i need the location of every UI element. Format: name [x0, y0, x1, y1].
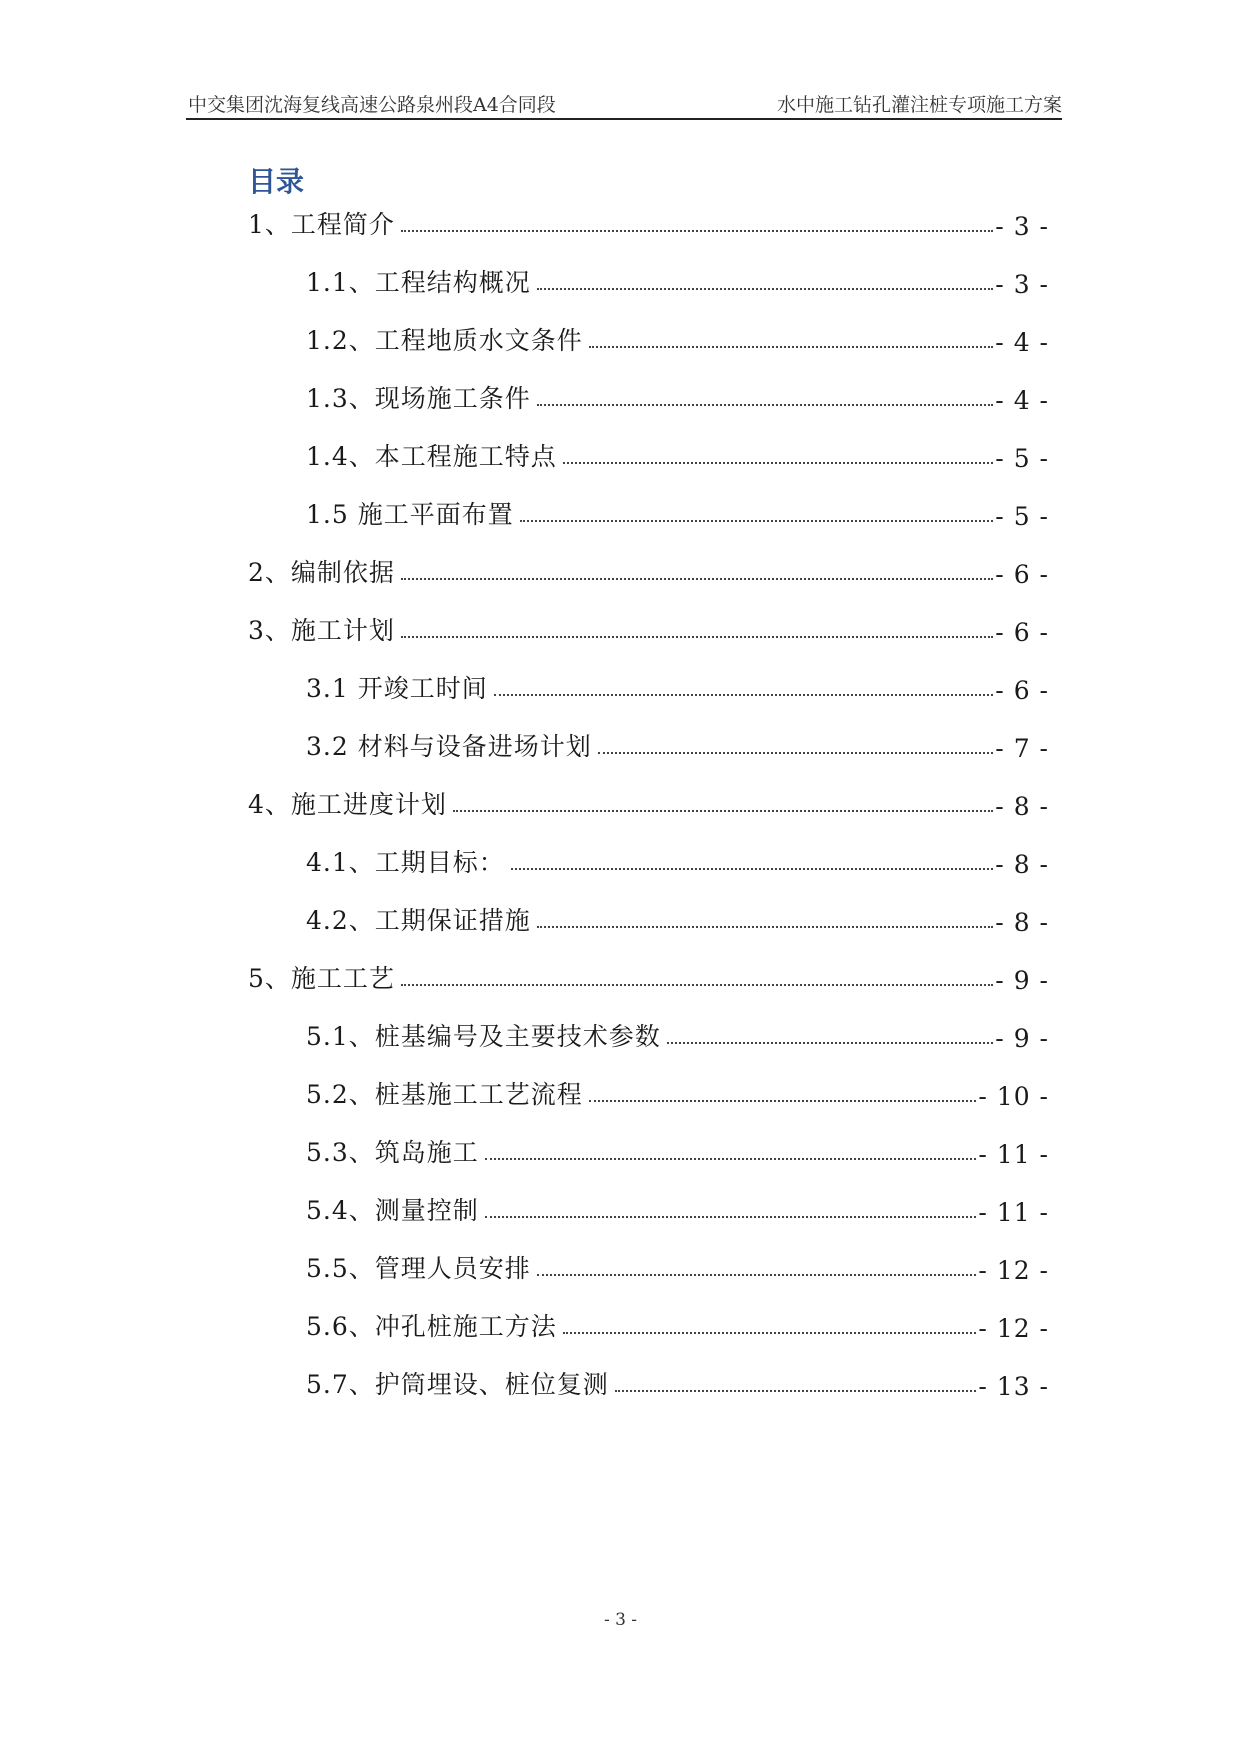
toc-entry-page: - 6 -: [995, 560, 1049, 589]
toc-entry-label: 1、工程简介: [248, 210, 395, 239]
toc-dot-leader: [537, 288, 994, 290]
toc-entry-page: - 6 -: [995, 676, 1049, 705]
toc-dot-leader: [589, 1100, 977, 1102]
toc-entry-page: - 5 -: [995, 502, 1049, 531]
toc-entry-page: - 4 -: [995, 386, 1049, 415]
page-header: [186, 84, 1062, 120]
toc-entry-label: 1.4、本工程施工特点: [306, 442, 557, 471]
toc-entry-page: - 8 -: [995, 850, 1049, 879]
toc-entry-page: - 13 -: [978, 1372, 1049, 1401]
toc-dot-leader: [537, 926, 994, 928]
toc-dot-leader: [485, 1216, 977, 1218]
toc-entry[interactable]: [306, 375, 1049, 415]
toc-entry[interactable]: [306, 723, 1049, 763]
toc-dot-leader: [667, 1042, 994, 1044]
toc-entry-label: 3.1 开竣工时间: [306, 674, 488, 703]
toc-entry-label: 1.5 施工平面布置: [306, 500, 514, 529]
toc-dot-leader: [615, 1390, 977, 1392]
toc-entry[interactable]: [306, 665, 1049, 705]
toc-entry-label: 4.2、工期保证措施: [306, 906, 531, 935]
toc-entry-label: 1.3、现场施工条件: [306, 384, 531, 413]
toc-entry-label: 3.2 材料与设备进场计划: [306, 732, 592, 761]
header-project-name: 中交集团沈海复线高速公路泉州段A4合同段: [188, 94, 556, 116]
toc-entry-page: - 3 -: [995, 212, 1049, 241]
toc-entry[interactable]: [306, 491, 1049, 531]
toc-entry-page: - 6 -: [995, 618, 1049, 647]
toc-entry-label: 3、施工计划: [248, 616, 395, 645]
toc-dot-leader: [589, 346, 994, 348]
toc-entry[interactable]: [306, 433, 1049, 473]
toc-entry-label: 5.6、冲孔桩施工方法: [306, 1312, 557, 1341]
toc-entry[interactable]: [248, 201, 1049, 241]
toc-dot-leader: [401, 230, 993, 232]
toc-dot-leader: [537, 404, 994, 406]
toc-entry[interactable]: [306, 1187, 1049, 1227]
toc-dot-leader: [520, 520, 994, 522]
toc-entry-page: - 8 -: [995, 792, 1049, 821]
toc-entry-page: - 4 -: [995, 328, 1049, 357]
toc-entry-label: 5、施工工艺: [248, 964, 395, 993]
toc-dot-leader: [598, 752, 994, 754]
toc-entry-label: 1.2、工程地质水文条件: [306, 326, 583, 355]
toc-entry-label: 1.1、工程结构概况: [306, 268, 531, 297]
toc-entry[interactable]: [306, 1303, 1049, 1343]
toc-dot-leader: [511, 868, 994, 870]
toc-entry[interactable]: [306, 1071, 1049, 1111]
toc-entry[interactable]: [306, 1361, 1049, 1401]
toc-entry-label: 5.7、护筒埋设、桩位复测: [306, 1370, 609, 1399]
toc-entry[interactable]: [248, 955, 1049, 995]
toc-entry-page: - 12 -: [978, 1314, 1049, 1343]
toc-dot-leader: [537, 1274, 977, 1276]
toc-entry[interactable]: [306, 1013, 1049, 1053]
toc-dot-leader: [485, 1158, 977, 1160]
toc-dot-leader: [563, 1332, 977, 1334]
toc-entry[interactable]: [306, 839, 1049, 879]
toc-entry-label: 5.5、管理人员安排: [306, 1254, 531, 1283]
toc-entry-page: - 11 -: [978, 1140, 1049, 1169]
toc-title: 目录: [248, 165, 305, 198]
toc-entry-page: - 7 -: [995, 734, 1049, 763]
toc-entry-page: - 3 -: [995, 270, 1049, 299]
toc-entry[interactable]: [306, 259, 1049, 299]
toc-entry-page: - 5 -: [995, 444, 1049, 473]
toc-entry-page: - 9 -: [995, 966, 1049, 995]
toc-entry[interactable]: [306, 897, 1049, 937]
toc-entry-page: - 9 -: [995, 1024, 1049, 1053]
toc-entry-page: - 10 -: [978, 1082, 1049, 1111]
footer-page-number: - 3 -: [603, 1610, 638, 1630]
toc-entry[interactable]: [248, 781, 1049, 821]
toc-dot-leader: [401, 578, 993, 580]
toc-entry-label: 5.1、桩基编号及主要技术参数: [306, 1022, 661, 1051]
toc-entry-label: 2、编制依据: [248, 558, 395, 587]
toc-entry-label: 5.2、桩基施工工艺流程: [306, 1080, 583, 1109]
toc-entry[interactable]: [248, 549, 1049, 589]
toc-entry-page: - 8 -: [995, 908, 1049, 937]
toc-entry-page: - 12 -: [978, 1256, 1049, 1285]
toc-entry-label: 4.1、工期目标：: [306, 848, 505, 877]
toc-entry-label: 4、施工进度计划: [248, 790, 447, 819]
toc-dot-leader: [401, 984, 993, 986]
toc-dot-leader: [494, 694, 994, 696]
header-document-title: 水中施工钻孔灌注桩专项施工方案: [776, 94, 1062, 116]
toc-entry[interactable]: [306, 1245, 1049, 1285]
toc-entry[interactable]: [306, 317, 1049, 357]
toc-entry-page: - 11 -: [978, 1198, 1049, 1227]
toc-dot-leader: [563, 462, 994, 464]
toc-entry[interactable]: [248, 607, 1049, 647]
toc-dot-leader: [453, 810, 993, 812]
toc-entry-label: 5.3、筑岛施工: [306, 1138, 479, 1167]
toc-entry[interactable]: [306, 1129, 1049, 1169]
toc-entry-label: 5.4、测量控制: [306, 1196, 479, 1225]
toc-dot-leader: [401, 636, 993, 638]
